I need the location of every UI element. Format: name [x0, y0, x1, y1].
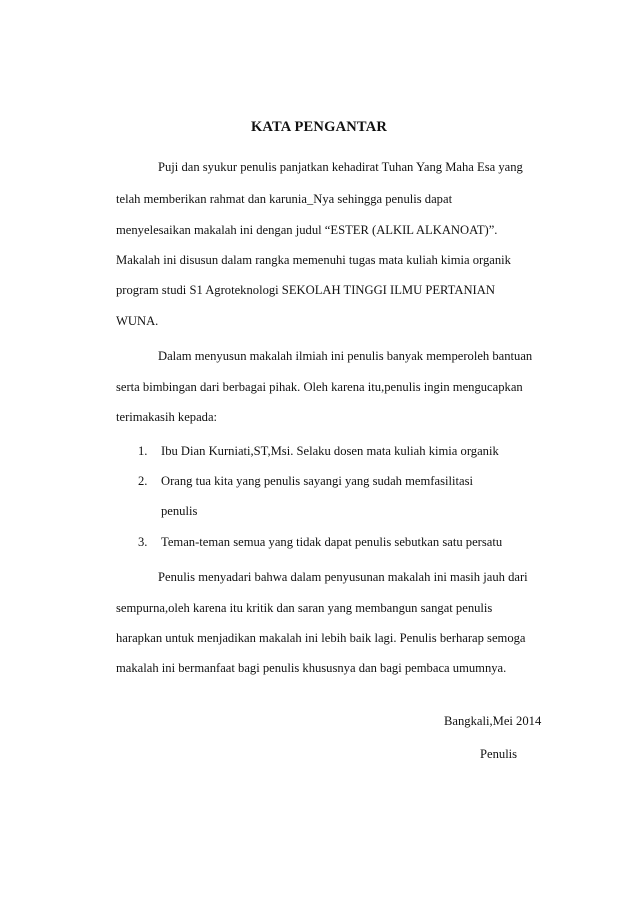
paragraph2-line: terimakasih kepada:: [116, 410, 218, 424]
paragraph1-line: Makalah ini disusun dalam rangka memenuhi tugas mata kuliah kimia organik: [116, 253, 511, 267]
list-item: Orang tua kita yang penulis sayangi yang sudah memfasilitasi: [161, 474, 473, 488]
paragraph3-line: Penulis menyadari bahwa dalam penyusunan makalah ini masih jauh dari: [158, 570, 528, 584]
list-item-number: 3.: [138, 535, 148, 549]
paragraph3-line: sempurna,oleh karena itu kritik dan saran yang membangun sangat penulis: [116, 601, 493, 615]
list-item: Ibu Dian Kurniati,ST,Msi. Selaku dosen mata kuliah kimia organik: [161, 444, 499, 458]
paragraph2-line: Dalam menyusun makalah ilmiah ini penulis banyak memperoleh bantuan: [158, 349, 533, 363]
list-item-continuation: penulis: [161, 504, 198, 518]
paragraph3-line: harapkan untuk menjadikan makalah ini lebih baik lagi. Penulis berharap semoga: [116, 631, 526, 645]
place-date: Bangkali,Mei 2014: [444, 714, 542, 728]
paragraph1-line: program studi S1 Agroteknologi SEKOLAH TINGGI ILMU PERTANIAN: [116, 283, 495, 297]
list-item-number: 2.: [138, 474, 148, 488]
paragraph1-line: Puji dan syukur penulis panjatkan kehadirat Tuhan Yang Maha Esa yang: [158, 160, 523, 174]
paragraph2-line: serta bimbingan dari berbagai pihak. Oleh karena itu,penulis ingin mengucapkan: [116, 380, 523, 394]
signature-name: Penulis: [480, 747, 518, 761]
list-item-number: 1.: [138, 444, 148, 458]
paragraph3-line: makalah ini bermanfaat bagi penulis khususnya dan bagi pembaca umumnya.: [116, 661, 507, 675]
paragraph1-line: telah memberikan rahmat dan karunia_Nya sehingga penulis dapat: [116, 192, 453, 206]
list-item: Teman-teman semua yang tidak dapat penulis sebutkan satu persatu: [161, 535, 503, 549]
paragraph1-line: menyelesaikan makalah ini dengan judul “ESTER (ALKIL ALKANOAT)”.: [116, 223, 498, 237]
page-title: KATA PENGANTAR: [250, 119, 388, 135]
paragraph1-line: WUNA.: [116, 314, 159, 328]
